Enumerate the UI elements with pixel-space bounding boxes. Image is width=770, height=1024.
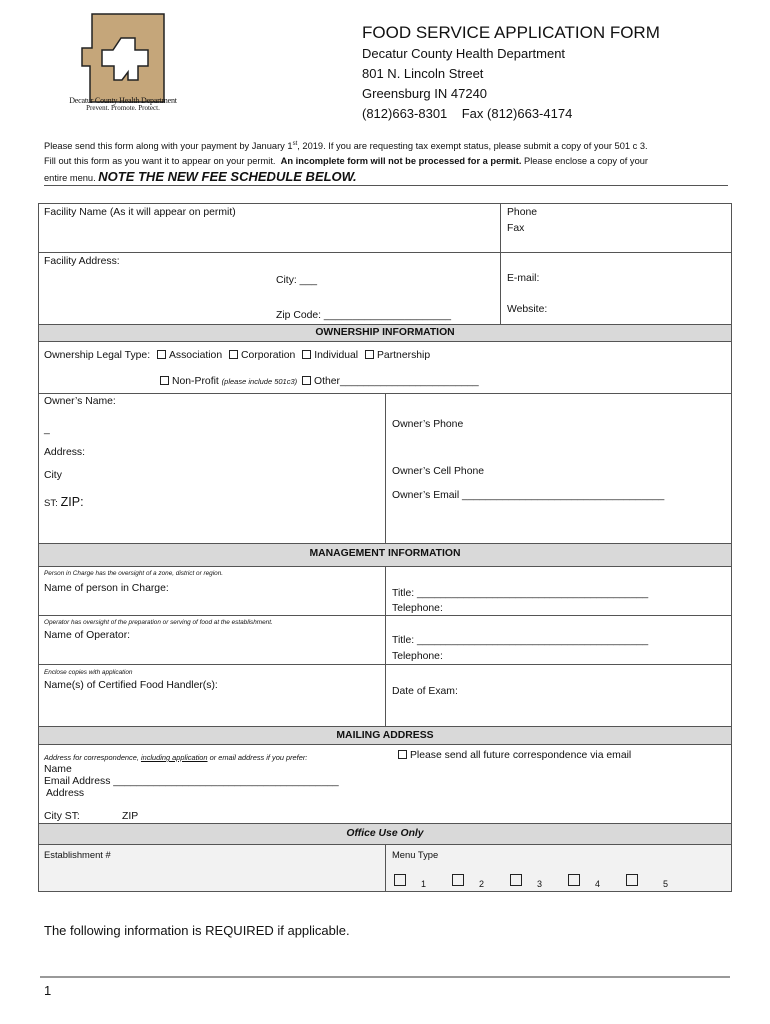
exam-date-label: Date of Exam: bbox=[392, 686, 458, 697]
mailing-city-st-label: City ST: bbox=[44, 811, 80, 822]
operator-title-label: Title: ________________________________________ bbox=[392, 635, 649, 646]
fax-label: Fax bbox=[507, 223, 525, 234]
email-preference-label: Please send all future correspondence via email bbox=[410, 750, 632, 761]
owner-address-label: Address: bbox=[44, 447, 86, 458]
partnership-checkbox[interactable] bbox=[365, 350, 374, 359]
owner-phone-label: Owner’s Phone bbox=[392, 419, 464, 430]
page-number: 1 bbox=[44, 983, 52, 998]
mailing-note bbox=[44, 753, 307, 762]
mailing-note-text: or email address if you prefer: bbox=[207, 753, 308, 762]
intro-text: Fill out this form as you want it to appear on your permit. bbox=[44, 156, 281, 167]
logo-tagline: Prevent. Promote. Protect. bbox=[86, 104, 160, 112]
pic-note: Person in Charge has the oversight of a zone, district or region. bbox=[44, 570, 224, 577]
pic-label: Name of person in Charge: bbox=[44, 583, 169, 594]
street-address: 801 N. Lincoln Street bbox=[362, 66, 484, 81]
mailing-name-label: Name bbox=[44, 764, 72, 775]
food-handler-label: Name(s) of Certified Food Handler(s): bbox=[44, 680, 218, 691]
food-handler-note: Enclose copies with application bbox=[44, 669, 133, 676]
email-preference bbox=[398, 750, 631, 761]
menu-type-2-label: 2 bbox=[479, 879, 485, 889]
partnership-label: Partnership bbox=[377, 350, 431, 361]
owner-cell-label: Owner’s Cell Phone bbox=[392, 466, 485, 477]
divider bbox=[44, 185, 728, 186]
other-checkbox[interactable] bbox=[302, 376, 311, 385]
facility-name-label: Facility Name (As it will appear on permit) bbox=[44, 207, 236, 218]
owner-st-zip bbox=[44, 495, 84, 509]
corporation-checkbox[interactable] bbox=[229, 350, 238, 359]
nonprofit-checkbox[interactable] bbox=[160, 376, 169, 385]
header-block bbox=[362, 22, 660, 124]
logo-caption: Decatur County Health Department bbox=[69, 96, 177, 105]
mailing-heading: MAILING ADDRESS bbox=[38, 726, 732, 745]
intro-text: , 2019. If you are requesting tax exempt status, please submit a copy of your 501 c 3. bbox=[297, 141, 648, 152]
ownership-type-row bbox=[44, 350, 430, 361]
operator-note: Operator has oversight of the preparation or serving of food at the establishment. bbox=[44, 619, 273, 626]
email-preference-checkbox[interactable] bbox=[398, 750, 407, 759]
association-checkbox[interactable] bbox=[157, 350, 166, 359]
facility-address-label: Facility Address: bbox=[44, 256, 120, 267]
footer-divider bbox=[40, 976, 730, 978]
individual-checkbox[interactable] bbox=[302, 350, 311, 359]
other-label: Other________________________ bbox=[314, 376, 479, 387]
owner-name-label: Owner’s Name: bbox=[44, 396, 116, 407]
owner-email-label: Owner’s Email ___________________________________ bbox=[392, 490, 665, 501]
operator-label: Name of Operator: bbox=[44, 630, 131, 641]
menu-type-5-checkbox[interactable] bbox=[626, 874, 638, 886]
menu-type-label: Menu Type bbox=[392, 849, 439, 860]
menu-type-4-label: 4 bbox=[595, 879, 601, 889]
mailing-address-label: Address bbox=[46, 788, 85, 799]
required-note: The following information is REQUIRED if applicable. bbox=[44, 923, 350, 938]
menu-type-1-checkbox[interactable] bbox=[394, 874, 406, 886]
city-state-zip: Greensburg IN 47240 bbox=[362, 86, 488, 101]
menu-type-1-label: 1 bbox=[421, 879, 427, 889]
phone-fax: (812)663-8301 Fax (812)663-4174 bbox=[362, 106, 573, 121]
intro-text: Please enclose a copy of your bbox=[521, 156, 649, 167]
zip-code-label: Zip Code: ______________________ bbox=[276, 310, 452, 321]
fee-schedule-note: NOTE THE NEW FEE SCHEDULE BELOW. bbox=[98, 169, 357, 185]
office-use-heading: Office Use Only bbox=[38, 823, 732, 845]
menu-type-3-checkbox[interactable] bbox=[510, 874, 522, 886]
owner-name-underscore: _ bbox=[44, 424, 50, 435]
mailing-note-text: Address for correspondence, bbox=[44, 753, 141, 762]
ownership-heading: OWNERSHIP INFORMATION bbox=[38, 324, 732, 342]
owner-name-address-field[interactable] bbox=[38, 393, 386, 544]
intro-warning: An incomplete form will not be processed for a permit. bbox=[280, 156, 522, 167]
nonprofit-note: (please include 501c3) bbox=[221, 377, 298, 386]
mailing-note-underlined: including application bbox=[140, 753, 208, 762]
nonprofit-label: Non-Profit bbox=[172, 376, 219, 387]
menu-type-4-checkbox[interactable] bbox=[568, 874, 580, 886]
management-heading: MANAGEMENT INFORMATION bbox=[38, 543, 732, 567]
establishment-number-label: Establishment # bbox=[44, 849, 111, 860]
menu-type-3-label: 3 bbox=[537, 879, 543, 889]
individual-label: Individual bbox=[314, 350, 359, 361]
menu-type-2-checkbox[interactable] bbox=[452, 874, 464, 886]
intro-text: entire menu. bbox=[44, 173, 99, 184]
owner-zip-label: ZIP: bbox=[60, 495, 84, 509]
phone-label: Phone bbox=[507, 207, 538, 218]
owner-city-label: City bbox=[44, 470, 62, 481]
pic-telephone-label: Telephone: bbox=[392, 603, 443, 614]
intro-text: Please send this form along with your payment by January 1 bbox=[44, 141, 293, 152]
intro-sup: st bbox=[292, 141, 298, 147]
city-label: City: ___ bbox=[276, 275, 318, 286]
mailing-email-label: Email Address _______________________________________ bbox=[44, 776, 339, 787]
owner-st-label: ST: bbox=[44, 498, 58, 509]
mailing-zip-label: ZIP bbox=[122, 811, 139, 822]
operator-telephone-label: Telephone: bbox=[392, 651, 443, 662]
department-name: Decatur County Health Department bbox=[362, 46, 566, 61]
nonprofit-row bbox=[160, 376, 479, 387]
ownership-type-label: Ownership Legal Type: bbox=[44, 350, 151, 361]
menu-type-5-label: 5 bbox=[663, 879, 669, 889]
form-title: FOOD SERVICE APPLICATION FORM bbox=[362, 23, 660, 42]
corporation-label: Corporation bbox=[241, 350, 296, 361]
instructions bbox=[44, 137, 734, 186]
association-label: Association bbox=[168, 350, 223, 361]
website-label: Website: bbox=[507, 304, 548, 315]
email-label: E-mail: bbox=[507, 273, 540, 284]
pic-title-label: Title: ________________________________________ bbox=[392, 588, 649, 599]
